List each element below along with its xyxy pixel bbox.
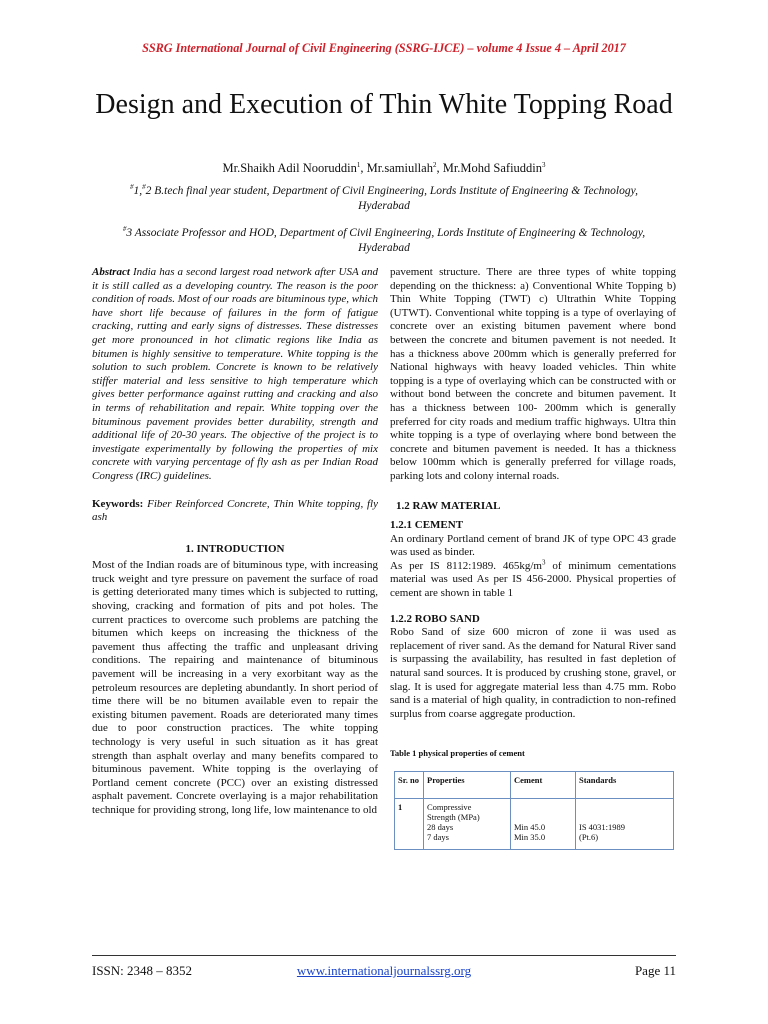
footer-page-number: Page 11 xyxy=(634,963,676,978)
cement-text-1: An ordinary Portland cement of brand JK of type OPC 43 grade was used as binder. xyxy=(390,532,676,559)
cement-text-2 xyxy=(390,560,676,601)
section-heading-robo-sand: 1.2.2 ROBO SAND xyxy=(390,612,480,625)
table-header-properties: Properties xyxy=(424,772,511,799)
standards-line-1: IS 4031:1989 xyxy=(579,822,626,832)
affiliation-2 xyxy=(110,226,658,256)
table-header-sr: Sr. no xyxy=(395,772,424,799)
page-footer xyxy=(92,963,676,981)
robo-sand-text: Robo Sand of size 600 micron of zone ii was used as replacement of river sand. As the demand for Natural River sand is surpassing the availability, has resulted in fast depletion of natural sand sources. It is produced by crushing stone, gravel, or slag. It is used for aggregate material less than 4.75 mm. Robo sand is a material of high quality, in contradiction to non-refined surplus from coarse aggregate production. xyxy=(390,626,676,720)
intro-continuation-text: pavement structure. There are three types of white topping depending on the thickness: a) Conventional White Topping b) Thin White Topping (TWT) c) Ultrathin White Topping (UTWT). Conventional white topping is a type of overlaying of concrete over an existing bitumen pavement where bond between the concrete and bitumen pavement is not needed. It has a thickness above 200mm which is generally preferred for National highways with heavy loaded vehicles. Thin white topping is a type of overlaying which can be constructed with or without bond between the concrete and bitumen pavement. It has a thickness between 100- 200mm which is generally preferred for city roads and medium traffic highways. Ultra thin white topping is a type of overlaying where bond between the concrete and bitumen pavement is needed. It has a thickness below 100mm which is generally preferred for village roads, parking lots and colony internal roads. xyxy=(390,266,676,482)
cement-line-1: Min 45.0 xyxy=(514,822,546,832)
keywords-text: Fiber Reinforced Concrete, Thin White topping, fly ash xyxy=(92,497,378,524)
affiliation-2-text: 3 Associate Professor and HOD, Department of Civil Engineering, Lords Institute of Engineering & Technology, Hyderabad xyxy=(126,227,646,254)
cement-line-2: Min 35.0 xyxy=(514,832,546,842)
author-2-sup: 2 xyxy=(432,160,437,169)
table-cell-cement xyxy=(511,799,576,850)
prop-line-2: Strength (MPa) xyxy=(427,812,480,822)
author-1-sup: 1 xyxy=(356,160,361,169)
cement-text-2b: of minimum cementations material was used As per IS 456-2000. Physical properties of cement are shown in table 1 xyxy=(390,559,676,600)
right-column xyxy=(390,266,676,850)
author-1: Mr.Shaikh Adil Nooruddin xyxy=(222,161,357,175)
table-header-standards: Standards xyxy=(576,772,674,799)
footer-website-link[interactable]: www.internationaljournalssrg.org xyxy=(296,963,472,978)
prop-line-4: 7 days xyxy=(427,832,449,842)
author-2: , Mr.samiullah xyxy=(360,161,433,175)
cement-text-2a: As per IS 8112:1989. 465kg/m xyxy=(390,559,542,572)
table-cell-properties xyxy=(424,799,511,850)
table-cell-standards xyxy=(576,799,674,850)
paper-title: Design and Execution of Thin White Topping Road xyxy=(95,89,673,120)
keywords-label: Keywords: xyxy=(92,497,144,510)
section-heading-raw-material: 1.2 RAW MATERIAL xyxy=(396,499,501,512)
standards-line-2: (Pt.6) xyxy=(579,832,599,842)
footer-issn: ISSN: 2348 – 8352 xyxy=(92,963,193,978)
affiliation-1-mark2: # xyxy=(142,183,146,192)
abstract-text: India has a second largest road network after USA and it is still called as a developing country. The reason is the poor condition of roads. Most of our roads are bituminous type, which have short life because of failures in the form of fatigue cracking, rutting and early signs of distresses. These distresses get more pronounced in hot climatic regions like India as bitumen is highly sensitive to temperature. White topping is the solution to such problem. Concrete is known to be relatively stiffer material and less sensitive to high temperature which gives better performance against rutting and cracking and also in terms of rehabilitation and repair. White topping over the bituminous pavement provides better durability, strength and additional life of 20-30 years. The objective of the project is to investigate experimentally by following the properties of mix concrete with varying percentage of fly ash as per Indian Road Congress (IRC) guidelines. xyxy=(92,266,378,482)
prop-line-1: Compressive xyxy=(427,802,472,812)
cement-properties-table xyxy=(394,771,674,850)
section-heading-introduction: 1. INTRODUCTION xyxy=(185,542,285,555)
affiliation-1-mark: # xyxy=(130,183,134,192)
table-header-cement: Cement xyxy=(511,772,576,799)
author-3-sup: 3 xyxy=(542,160,546,169)
table-row xyxy=(395,799,674,850)
prop-line-3: 28 days xyxy=(427,822,454,832)
author-line xyxy=(0,161,768,176)
cement-text-2-sup: 3 xyxy=(541,558,546,567)
abstract xyxy=(92,266,378,484)
journal-header: SSRG International Journal of Civil Engineering (SSRG-IJCE) – volume 4 Issue 4 – April 2017 xyxy=(142,41,626,55)
affiliation-1-prefix: 1, xyxy=(133,185,143,197)
section-heading-cement: 1.2.1 CEMENT xyxy=(390,519,464,532)
keywords xyxy=(92,498,378,525)
table-caption: Table 1 physical properties of cement xyxy=(390,748,525,759)
introduction-text: Most of the Indian roads are of bituminous type, with increasing truck weight and tyre pressure on pavement the surface of road is getting deteriorated many times which is subjected to rutting, shoving, cracking and formation of pits and pot holes. The current practices to overcome such problems are patching the bitumen which keeps on increasing the thickness of the pavement thus affecting the traffic and unpleasant driving conditions. The repairing and maintenance of bituminous pavement will be increasing in a very exorbitant way as the petroleum resources are depleting abundantly. In short period of time there will be no bitumen available even to repair the existing bitumen pavement. Roads are deteriorated many times due to poor construction practices. The white topping technology is very useful in such situation as it has great strength than asphalt overlay and many benefits compared to bituminous pavement. White topping is the overlaying of Portland cement concrete (PCC) over an existing distressed asphalt pavement. Concrete overlaying is a major rehabilitation technique for providing strong, long life, low maintenance to old xyxy=(92,559,378,816)
footer-divider xyxy=(92,955,676,956)
abstract-label: Abstract xyxy=(92,266,130,278)
table-cell-sr: 1 xyxy=(395,799,424,850)
affiliation-2-mark: # xyxy=(122,225,127,234)
left-column xyxy=(92,266,378,818)
affiliation-1 xyxy=(110,184,658,214)
author-3: , Mr.Mohd Safiuddin xyxy=(436,161,543,175)
affiliation-1-text: 2 B.tech final year student, Department of Civil Engineering, Lords Institute of Engineering & Technology, Hyderabad xyxy=(145,185,638,212)
table-header-row xyxy=(395,772,674,799)
